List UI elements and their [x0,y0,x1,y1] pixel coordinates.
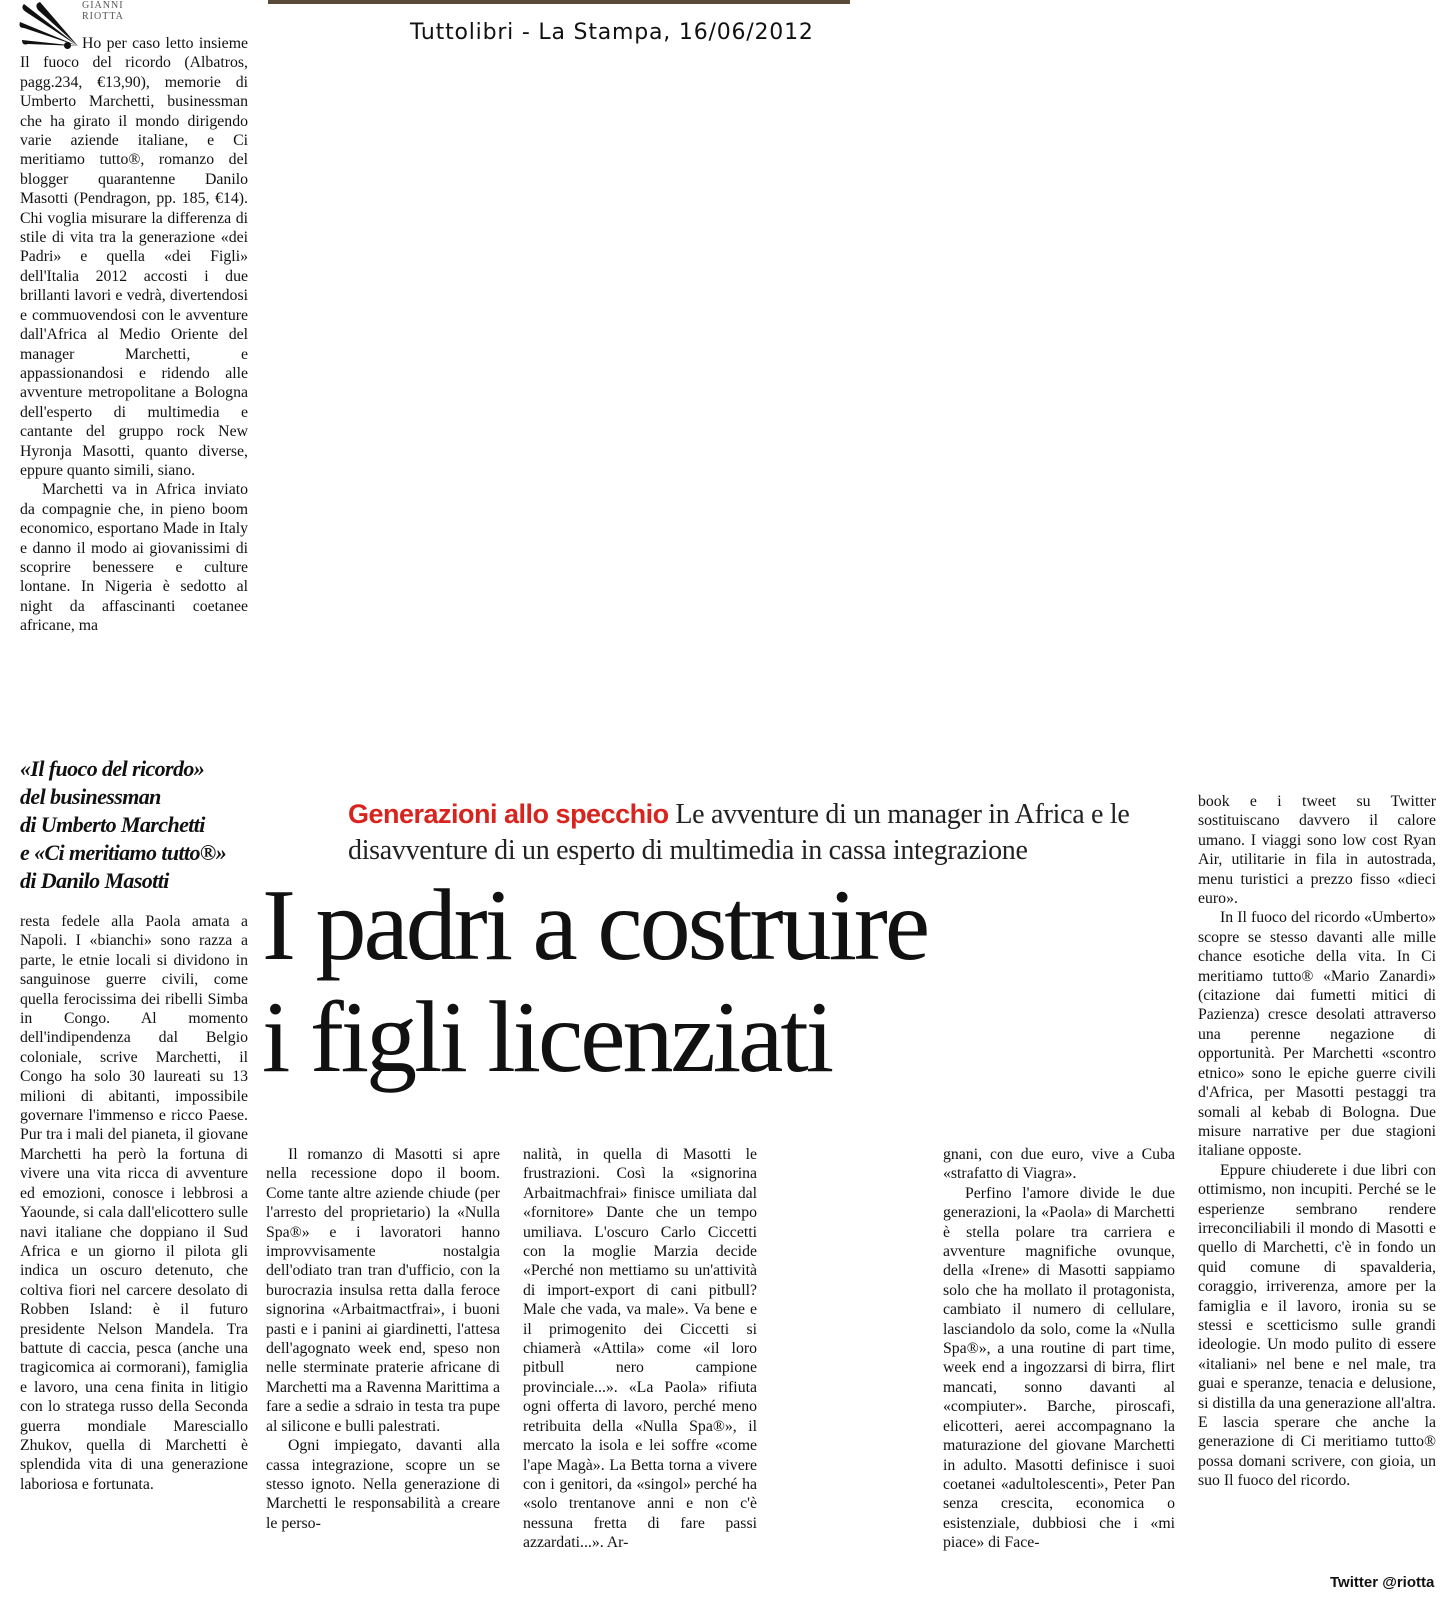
column-1-bottom [20,912,248,1494]
column-4 [943,1145,1175,1553]
kicker-text: Le avventure di un manager in Africa e le disavventure di un esperto di multimedia in cassa integrazione [348,799,1130,866]
byline [82,0,124,22]
byline-first-name: GIANNI [82,0,124,11]
paragraph: In Il fuoco del ricordo «Umberto» scopre se stesso davanti alle mille chance esotiche della vita. In Ci meritiamo tutto® «Mario Zanardi» (citazione dai fumetti mitici di Pazienza) cresce desolati attraverso una perenne negazione di opportunità. Per Marchetti «scontro etnico» sono le epiche guerre civili d'Africa, per Masotti pestaggi tra somali al kebab di Bologna. Due misure narrative per due stagioni italiane opposte. [1198,909,1436,1160]
paragraph: Il romanzo di Masotti si apre nella recessione dopo il boom. Come tante altre aziende chiude (per l'arresto del proprietario) la «Nulla Spa®» e i lavoratori hanno improvvisamente nostalgia dell'odiato tran tran d'ufficio, con la burocrazia insulsa retta dalla feroce signorina «Arbaitmactfrai», i buoni pasti e i panini ai giardinetti, l'attesa dell'agognato week end, speso non nelle sterminate praterie africane di Marchetti ma a Ravenna Marittima a fare a sedie a sdraio in testa tra pupe al silicone e bulli palestrati. [266,1146,500,1435]
pull-quote-line: di Umberto Marchetti [20,812,205,837]
paragraph: gnani, con due euro, vive a Cuba «strafatto di Viagra». [943,1146,1175,1183]
paragraph: Perfino l'amore divide le due generazioni, la «Paola» di Marchetti è stella polare tra carriera e avventure magnifiche ovunque, della «Irene» di Masotti sappiamo solo che ha mollato il protagonista, cambiato il numero di cellulare, lasciandolo da solo, come la «Nulla Spa®», a una routine di part time, week end a ingozzarsi di birra, flirt mancati, sonno davanti al «compiuter». Barche, piroscafi, elicotteri, aerei accompagnano la maturazione del giovane Marchetti in adulto. Masotti definisce i suoi coetanei «adultolescenti», Peter Pan senza crescita, economica o esistenziale, dubbiosi che i «mi piace» di Face- [943,1184,1175,1552]
headline-line: I padri a costruire [262,869,928,982]
column-3 [523,1145,757,1553]
paragraph: book e i tweet su Twitter sostituiscano davvero il calore umano. I viaggi sono low cost Ryan Air, utilitarie in fila in autostrada, menu turistici a prezzo fisso «dieci euro». [1198,793,1436,908]
kicker [348,796,1178,869]
byline-last-name: RIOTTA [82,11,124,22]
column-2 [266,1145,500,1533]
column-1-top [20,34,248,636]
pull-quote-line: di Danilo Masotti [20,868,169,893]
paragraph: Marchetti va in Africa inviato da compagnie che, in pieno boom economico, esportano Made in Italy e danno il modo ai giovanissimi di scoprire benessere e culture lontane. In Nigeria è sedotto al night da affascinanti coetanee africane, ma [20,481,248,635]
paragraph: Ho per caso letto insieme Il fuoco del ricordo (Albatros, pagg.234, €13,90), memorie di Umberto Marchetti, businessman che ha girato il mondo dirigendo varie aziende italiane, e Ci meritiamo tutto®, romanzo del blogger quarantenne Danilo Masotti (Pendragon, pp. 185, €14). Chi voglia misurare la differenza di stile di vita tra la generazione «dei Padri» e quella «dei Figli» dell'Italia 2012 accosti i due brillanti lavori e vedrà, divertendosi e commuovendosi con le avventure dall'Africa al Medio Oriente del manager Marchetti, e appassionandosi e ridendo alle avventure metropolitane a Bologna dell'esperto di multimedia e cantante del gruppo rock New Hyronja Masotti, quanto diverse, eppure quanto simili, siano. [20,35,248,479]
paragraph: nalità, in quella di Masotti le frustrazioni. Così la «signorina Arbaitmachfrai» finisce umiliata dal «fornitore» Dante che un tempo umiliava. L'oscuro Carlo Ciccetti con la moglie Marzia decide «Perché non mettiamo su un'attività di import-export di cani pitbull? Male che vada, va male». Va bene e il primogenito dei Ciccetti si chiamerà «Attila» come «il loro pitbull nero campione provinciale...». «La Paola» rifiuta ogni offerta di lavoro, perché meno retribuita della «Nulla Spa®», il mercato la isola e lei soffre «come l'ape Magà». La Betta torna a vivere con i genitori, da «singol» perché ha «solo trentanove anni e non c'è nessuna fretta di fare passi azzardati...». Ar- [523,1146,757,1552]
twitter-handle: Twitter @riotta [1330,1574,1435,1591]
headline [262,870,1162,1094]
kicker-label: Generazioni allo specchio [348,799,669,829]
pull-quote [20,755,255,895]
column-5 [1198,792,1436,1491]
headline-line: i figli licenziati [262,981,832,1094]
pull-quote-line: e «Ci meritiamo tutto®» [20,840,227,865]
header-source: Tuttolibri - La Stampa, 16/06/2012 [410,20,814,45]
pull-quote-line: «Il fuoco del ricordo» [20,756,205,781]
paragraph: Ogni impiegato, davanti alla cassa integrazione, scopre un se stesso ignoto. Nella generazione di Marchetti le responsabilità a creare le perso- [266,1437,500,1532]
pull-quote-line: del businessman [20,784,161,809]
top-photo-strip [268,0,850,4]
paragraph: Eppure chiuderete i due libri con ottimismo, non incupiti. Perché se le esperienze sembrano rendere irreconciliabili il mondo di Masotti e quello di Marchetti, c'è in fondo un quid comune di spavalderia, coraggio, irriverenza, amore per la famiglia e il lavoro, ironia su se stessi e scetticismo sulle grandi ideologie. Un modo pulito di essere «italiani» nel bene e nel male, tra guai e speranze, tenacia e delusione, si distilla da una generazione all'altra. E lascia sperare che anche la generazione di Ci meritiamo tutto® possa domani scrivere, con gioia, un suo Il fuoco del ricordo. [1198,1161,1436,1490]
paragraph: resta fedele alla Paola amata a Napoli. I «bianchi» sono razza a parte, le etnie locali si dividono in sanguinose guerre civili, come quella ferocissima dei ribelli Simba in Congo. Al momento dell'indipendenza dal Belgio coloniale, scrive Marchetti, il Congo ha solo 30 laureati su 13 milioni di abitanti, impossibile governare l'immenso e ricco Paese. Pur tra i mali del pianeta, il giovane Marchetti ha però la fortuna di vivere una vita ricca di avventure ed emozioni, conosce i lebbrosi a Yaounde, si cala dall'elicottero sulle navi italiane che doppiano il Sud Africa e un giorno il pilota gli indica un oscuro detenuto, che coltiva fiori nel carcere desolato di Robben Island: è il futuro presidente Nelson Mandela. Tra battute di caccia, pesca (anche una tragicomica ai cormorani), famiglia e lavoro, una cena finita in litigio con lo stratega russo della Seconda guerra mondiale Maresciallo Zhukov, quella di Marchetti è splendida vita di una generazione laboriosa e fortunata. [20,913,248,1493]
